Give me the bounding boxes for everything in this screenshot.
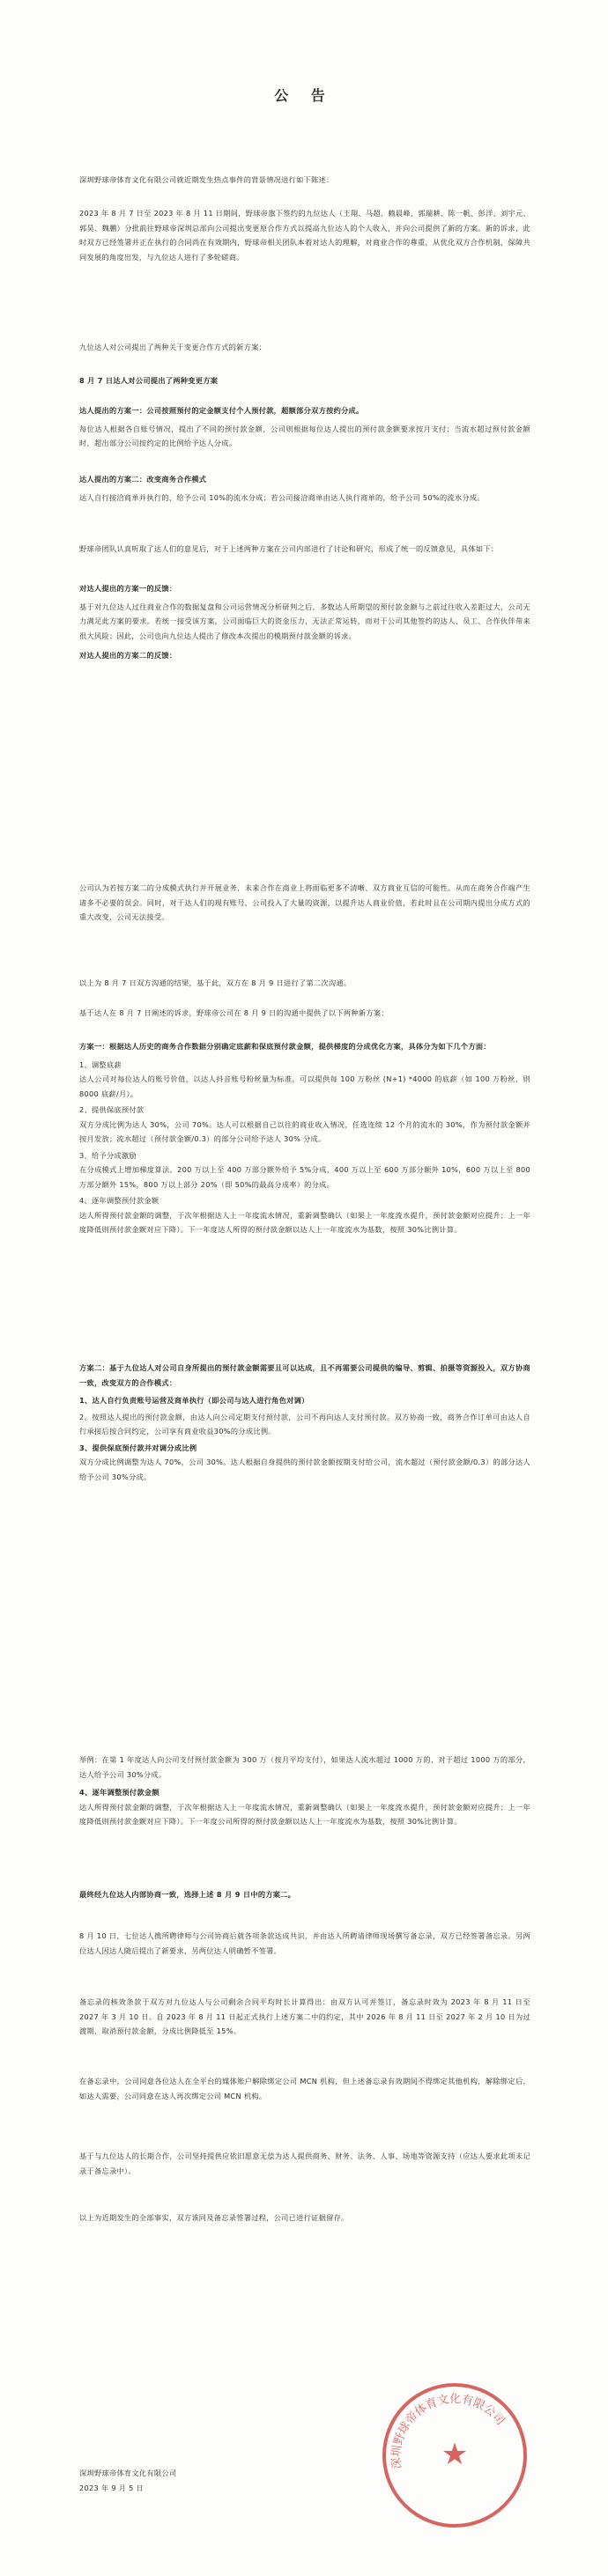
aug7-result-paragraph: 以上为 8 月 7 日双方沟通的结果，基于此，双方在 8 月 9 日进行了第二次沟通。	[79, 978, 352, 987]
swap-ratio-heading: 3、提供保底预付款并对调分成比例	[79, 1443, 197, 1452]
seal-graphic	[377, 2378, 532, 2533]
aug7-heading: 8 月 7 日达人对公司提出了两种变更方案	[79, 376, 219, 385]
aug10-section	[79, 1929, 530, 1958]
support-paragraph: 基于与九位达人的长期合作，公司坚持提供应依旧愿意无偿为达人提供商务、财务、法务、人事、场地等资源支持（应达人要求此项未记录于备忘录中）。	[79, 2152, 530, 2175]
feedback-one-body: 基于对九位达人过往商业合作的数据复盘和公司运营情况分析研判之后，多数达人所期望的预付款金额与之前过往收入差距过大，公司无力满足此方案的要求。若统一接受该方案，公司面临巨大的资金压力，无法正常运转，而对于公司其他签约的达人、员工、合作伙伴带来很大风险；因此，公司也向九位达人提出了修改本次提出的模期预付款金额的诉求。	[79, 602, 530, 640]
signing-company: 深圳野球帝体育文化有限公司	[79, 2469, 177, 2477]
company-plan-two-heading: 方案二：基于九位达人对公司自身所提出的预付款金额需要且可以达成，且不再需要公司提供的编导、剪辑、拍摄等资源投入，双方协商一致，改变双方的合作模式：	[79, 1363, 530, 1387]
page-title: 公 告	[274, 87, 334, 104]
annual-adjust-body: 达人所得预付款金额的调整，于次年根据达人上一年度流水情况，重新调整确认（如果上一年度流水提升，预付款金额对应提升；上一年度降低则预付款金额对应下降）。下一年度达人所得的预付款金额以达人上一年度流水为基数，按照 30%比例计算。	[79, 1210, 530, 1234]
base-salary-heading: 1、调整底薪	[79, 1059, 122, 1069]
feedback-one-heading: 对达人提出的方案一的反馈：	[79, 584, 177, 593]
talent-pays-advance-item: 2、按照达人提出的预付款金额，由达人向公司定期支付预付款，公司不再向达人支付预付款。双方协商一致，商务合作订单可由达人自行承接后按合同约定，公司享有商业收益30%的分成比例。	[79, 1412, 530, 1436]
plan-two-adjust-heading: 4、逐年调整预付款金额	[79, 1788, 159, 1797]
guaranteed-advance-body: 双方分成比例为达人 30%，公司 70%。达人可以根据自己以往的商业收入情况，任选连续 12 个月的流水的 30%，作为预付款金额并按月发放；流水超过（预付款金额/0.3）的部分公司给予达人 30% 分成。	[79, 1119, 530, 1143]
guaranteed-advance-heading: 2、提供保底预付款	[79, 1105, 145, 1114]
talent-plan-two	[79, 472, 530, 505]
background-section	[79, 206, 530, 264]
mcn-paragraph: 在备忘录中，公司同意各位达人在全平台的媒体账户解除绑定公司 MCN 机构，但上述备忘录有效期间不得绑定其他机构，解除绑定后，如达人需要，公司同意在达人再次绑定公司 MCN 机构。	[79, 2077, 530, 2100]
aug10-paragraph: 8 月 10 日，七位达人携所聘律师与公司协商后就各项条款达成共识，并由达人所聘请律师现场撰写备忘录，双方已经签署备忘录。另两位达人因达人随后提出了新要求，另两位达人明确暂不签署。	[79, 1931, 530, 1955]
seal-star-icon: ★	[441, 2437, 469, 2472]
swap-ratio-body: 双方分成比例调整为达人 70%，公司 30%。达人根据自身提供的预付款金额按期支付给公司，流水超过（预付款金额/0.3）的部分达人给予公司 30%分成。	[79, 1458, 530, 1481]
signature-block	[79, 2466, 530, 2495]
company-seal	[377, 2378, 532, 2533]
feedback-two-heading: 对达人提出的方案二的反馈：	[79, 651, 177, 660]
final-choice-paragraph: 最终经九位达人内部协商一致，选择上述 8 月 9 日中的方案二。	[79, 1890, 296, 1899]
example-paragraph: 举例：在第 1 年度达人向公司支付预付款金额为 300 万（按月平均支付），如果达人流水超过 1000 万的，对于超过 1000 万的部分，达人给予公司 30%分成。	[79, 1755, 530, 1779]
aug7-heading-block	[79, 373, 530, 388]
team-response-intro	[79, 542, 530, 557]
aug7-result	[79, 976, 530, 991]
seal-text: 深圳野球帝体育文化有限公司	[389, 2393, 508, 2470]
company-plan-one-heading: 方案一：根据达人历史的商务合作数据分别确定底薪和保底预付款金额，提供梯度的分成优化方案，具体分为如下几个方面：	[79, 1042, 491, 1051]
proposal-intro	[79, 340, 530, 355]
final-choice	[79, 1887, 530, 1902]
memo-terms-paragraph: 备忘录的核效条款于双方对九位达人与公司剩余合同平均时长计算得出：由双方认可并签订，备忘录时效为 2023 年 8 月 11 日至 2027 年 3 月 10 日。自 2023 年 8 月 11 日起正式执行上述方案二中的约定，其中 2026 年 8 月 11 日至 2027 年 2 月 10 日为过渡期，取消预付款金额，分成比例降低至 15%。	[79, 1997, 530, 2035]
talent-plan-one-heading: 达人提出的方案一：公司按照预付的定金额支付个人预付款，超额部分双方按约分成。	[79, 406, 364, 415]
intro-paragraph: 深圳野球帝体育文化有限公司就近期发生热点事件的背景情况进行如下陈述：	[79, 175, 334, 184]
base-salary-body: 达人公司对每位达人的账号价值，以达人抖音账号粉丝量为标准，可以提供每 100 万粉丝 (N+1) *4000 的底薪（如 100 万粉丝，则 8000 底薪/月）。	[79, 1074, 530, 1098]
example-section	[79, 1753, 530, 1829]
company-plan-two	[79, 1361, 530, 1484]
talent-plan-two-heading: 达人提出的方案二：改变商务合作模式	[79, 475, 207, 483]
feedback-one	[79, 581, 530, 663]
team-response-paragraph: 野球帝团队认真听取了达人们的意见后，对于上述两种方案在公司内部进行了讨论和研究，形成了统一的反馈意见，具体如下：	[79, 544, 499, 553]
talent-plan-two-body: 达人自行接洽商单并执行的，给予公司 10%的流水分成；若公司接洽商单由达人执行商单的，给予公司 50%的流水分成。	[79, 492, 485, 502]
company-plan-one	[79, 1039, 530, 1237]
feedback-two	[79, 881, 530, 925]
signing-date: 2023 年 9 月 5 日	[79, 2483, 145, 2492]
role-swap-item: 1、达人自行负责账号运营及商单执行（即公司与达人进行角色对调）	[79, 1396, 309, 1405]
incentive-body: 在分成模式上增加梯度算法。200 万以上至 400 万部分额外给予 5%分成，400 万以上至 600 万部分额外 10%，600 万以上至 800 万部分额外 15%，800 万以上部分 20%（即 50%的最高分成率）的分成。	[79, 1165, 530, 1189]
support-section	[79, 2149, 530, 2178]
mcn-section	[79, 2074, 530, 2103]
memo-terms-section	[79, 1995, 530, 2039]
incentive-heading: 3、给予分成激励	[79, 1150, 137, 1160]
aug9-intro	[79, 1006, 530, 1021]
background-paragraph: 2023 年 8 月 7 日至 2023 年 8 月 11 日期间，野球帝旗下签约的九位达人（王翔、马超、赖晨峰、郭瑞耕、陈一帆、彭洋、刘宇元、郭昊、魏鹏）分批前往野球帝深圳总部向公司提出变更原合作方式以提高九位达人的个人收入，并向公司提供了新的方案。新的诉求，此时双方已经签署并正在执行的合同尚在有效期内，野球帝相关团队本着对达人的理解，对商业合作的尊重，从优化双方合作机制，保障共同发展的角度出发，与九位达人进行了多轮磋商。	[79, 209, 530, 262]
feedback-two-body: 公司认为若按方案二的分成模式执行并开展业务，未来合作在商业上将面临更多不清晰、双方商业互信的可能性。从而在商务合作端产生诸多不必要的误会。同时，对于达人们的现有账号，公司投入了大量的资源，以提升达人商业价值，若此时且在公司期内提出分成方式的重大改变，公司无法接受。	[79, 883, 530, 921]
proposal-intro-paragraph: 九位达人对公司提出了两种关于变更合作方式的新方案：	[79, 343, 267, 351]
intro-section	[79, 173, 530, 188]
plan-two-adjust-body: 达人所得预付款金额的调整，于次年根据达人上一年度流水情况，重新调整确认（如果上一年度流水提升，预付款金额对应提升；上一年度降低则预付款金额对应下降）。下一年度公司所得的预付款金额以达人上一年度流水为基数，按照 30%比例计算。	[79, 1802, 530, 1826]
talent-plan-one	[79, 403, 530, 451]
talent-plan-one-body: 每位达人根据各自账号情况，提出了不同的预付款金额，公司则根据每位达人提出的预付款金额要求按月支付；当流水超过预付款金额时，超出部分公司按约定的比例给予达人分成。	[79, 424, 530, 447]
closing-paragraph: 以上为近期发生的全部事实，双方该同及备忘录签署过程，公司已进行证据留存。	[79, 2213, 349, 2222]
closing-section	[79, 2211, 530, 2225]
annual-adjust-heading: 4、逐年调整预付款金额	[79, 1196, 159, 1205]
aug9-intro-paragraph: 基于达人在 8 月 7 日阐述的诉求，野球帝公司在 8 月 9 日的沟通中提供了以下两种新方案：	[79, 1008, 389, 1017]
